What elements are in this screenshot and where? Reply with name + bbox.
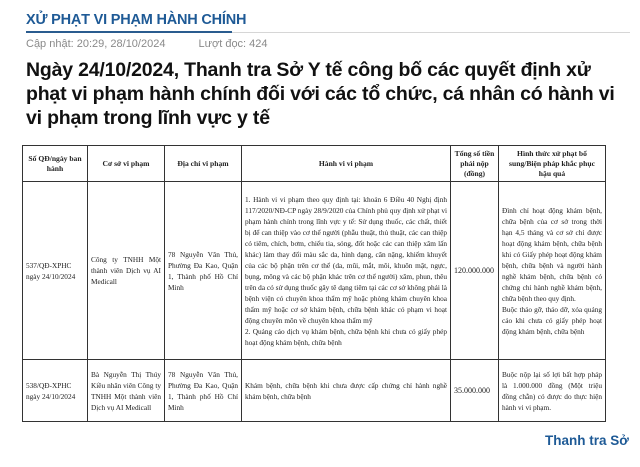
header-decision: Số QĐ/ngày ban hành bbox=[23, 146, 88, 182]
view-count: Lượt đọc: 424 bbox=[198, 38, 268, 50]
section-title[interactable]: XỬ PHẠT VI PHẠM HÀNH CHÍNH bbox=[26, 12, 247, 28]
header-amount: Tổng số tiền phải nộp (đồng) bbox=[451, 146, 499, 182]
amount-cell: 35.000.000 bbox=[451, 360, 499, 422]
header-facility: Cơ sở vi phạm bbox=[88, 146, 165, 182]
amount-cell: 120.000.000 bbox=[451, 182, 499, 360]
violation-item: 2. Quảng cáo dịch vụ khám bệnh, chữa bệnh khi chưa có giấy phép hoạt động khám bệnh, chữa bệnh bbox=[245, 326, 447, 347]
header-address: Địa chỉ vi phạm bbox=[165, 146, 242, 182]
remedy-item: Buộc tháo gỡ, tháo dỡ, xóa quảng cáo khi chưa có giấy phép hoạt động khám bệnh, chữa bệnh bbox=[502, 304, 602, 336]
facility-cell: Bà Nguyễn Thị Thúy Kiều nhân viên Công ty TNHH Một thành viên Dịch vụ AI Medicall bbox=[88, 360, 165, 422]
decision-cell: 537/QĐ-XPHC ngày 24/10/2024 bbox=[23, 182, 88, 360]
article-headline: Ngày 24/10/2024, Thanh tra Sở Y tế công bố các quyết định xử phạt vi phạm hành chính đối với các tổ chức, cá nhân có hành vi vi phạm trong lĩnh vực y tế bbox=[26, 59, 615, 129]
violation-item: 1. Hành vi vi phạm theo quy định tại: khoản 6 Điều 40 Nghị định 117/2020/NĐ-CP ngày 28/9/2020 của Chính phủ quy định xử phạt vi phạm hành chính trong lĩnh vực y tế: Sử dụng thuốc, các chất, thiết bị để can thiệp vào cơ thể người (phẫu thuật, thủ thuật, các can thiệp có tiêm, chích, bơm, chiếu tia, sóng, đốt hoặc các can thiệp xâm lấn khác) làm thay đổi màu sắc da, hình dạng, cân nặng, khiếm khuyết của các bộ phận trên cơ thể (da, mũi, mắt, môi, khuôn mặt, ngực, bụng, mông và các bộ phận khác trên cơ thể người) xăm, phun, thêu trên da có sử dụng thuốc gây tê dạng tiêm tại các cơ sở không phải là bệnh viện có chuyên khoa thẩm mỹ hoặc phòng khám chuyên khoa thẩm mỹ hoặc cơ sở khám bệnh, chữa bệnh khác có phạm vi hoạt động chuyên môn về chuyên khoa thẩm mỹ bbox=[245, 194, 447, 325]
violation-cell: Khám bệnh, chữa bệnh khi chưa được cấp chứng chỉ hành nghề khám bệnh, chữa bệnh bbox=[242, 360, 451, 422]
section-header bbox=[26, 8, 630, 33]
article-meta bbox=[26, 38, 268, 50]
header-violation: Hành vi vi phạm bbox=[242, 146, 451, 182]
remedy-cell: Buộc nộp lại số lợi bất hợp pháp là 1.000.000 đồng (Một triệu đồng chẵn) có được do thực hiện hành vi vi phạm. bbox=[499, 360, 606, 422]
header-remedy: Hình thức xử phạt bổ sung/Biện pháp khắc phục hậu quả bbox=[499, 146, 606, 182]
table-header-row bbox=[23, 146, 606, 182]
image-source-caption: Thanh tra Sở bbox=[545, 433, 629, 448]
remedy-item: Đình chỉ hoạt động khám bệnh, chữa bệnh của cơ sở trong thời hạn 4,5 tháng và cơ sở chỉ được hoạt động khám bệnh, chữa bệnh khi có Giấy phép hoạt động khám bệnh, chữa bệnh và người hành nghề khám bệnh, chữa bệnh có chứng chỉ hành nghề khám bệnh, chữa bệnh theo quy định. bbox=[502, 205, 602, 303]
address-cell: 78 Nguyễn Văn Thủ, Phường Đa Kao, Quận 1, Thành phố Hồ Chí Minh bbox=[165, 182, 242, 360]
section-underline bbox=[26, 31, 232, 33]
remedy-cell bbox=[499, 182, 606, 360]
updated-timestamp: Cập nhật: 20:29, 28/10/2024 bbox=[26, 38, 166, 50]
facility-cell: Công ty TNHH Một thành viên Dịch vụ AI Medicall bbox=[88, 182, 165, 360]
address-cell: 78 Nguyễn Văn Thủ, Phường Đa Kao, Quận 1, Thành phố Hồ Chí Minh bbox=[165, 360, 242, 422]
decision-cell: 538/QĐ-XPHC ngày 24/10/2024 bbox=[23, 360, 88, 422]
violation-cell bbox=[242, 182, 451, 360]
table-row bbox=[23, 360, 606, 422]
penalty-table bbox=[22, 145, 606, 422]
table-row bbox=[23, 182, 606, 360]
